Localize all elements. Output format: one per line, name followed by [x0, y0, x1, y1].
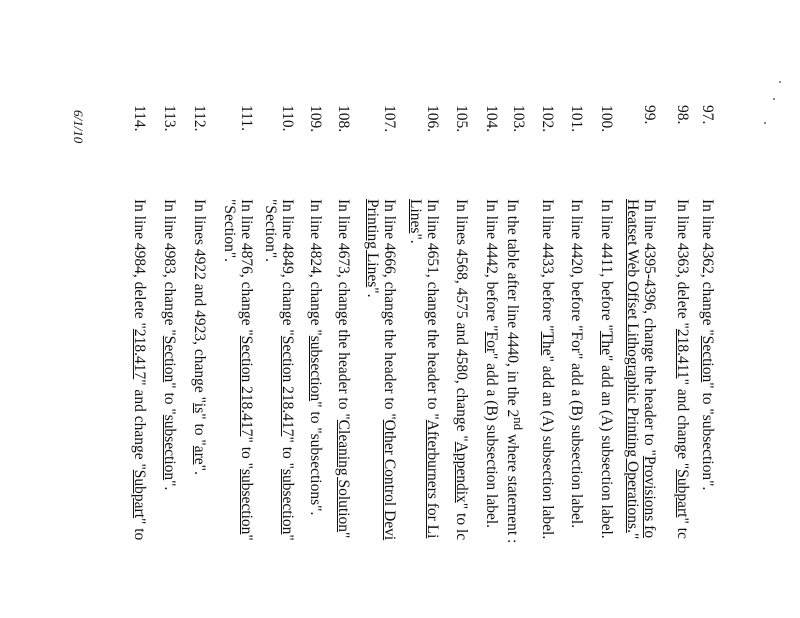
item-text-run: Lines [407, 199, 424, 234]
item-text [335, 199, 352, 538]
item-line [699, 199, 716, 490]
item-text [568, 199, 585, 528]
item-text-run: 218.411 [674, 328, 691, 379]
item-text-run: " to " [161, 382, 178, 415]
item-text-run: " add a (B) subsection label. [483, 353, 500, 529]
item-text [539, 199, 556, 539]
item-line [191, 199, 208, 475]
scan-speck [773, 98, 775, 100]
item-text-run: Cleaning Solution [335, 419, 352, 533]
item-text-run: " and change " [674, 378, 691, 470]
item-text-run: Heatset Web Offset Lithographic Printing Operations. [624, 199, 641, 533]
item-text-run: In lines 4568, 4575 and 4580, change " [453, 199, 470, 442]
item-text [699, 199, 716, 490]
item-text-run: ". [364, 287, 381, 298]
item-text-run: " to " [279, 436, 296, 469]
item-number: 114. [131, 105, 148, 132]
item-number: 101. [568, 105, 585, 133]
item-line [381, 199, 398, 540]
item-line [161, 199, 178, 490]
item-line [424, 199, 441, 538]
item-text [191, 199, 208, 475]
item-text-run: In line 4673, change the header to " [335, 199, 352, 420]
item-text-run: In the table after line 4440, in the 2 [503, 199, 521, 418]
item-text-run: 218.417 [131, 328, 148, 380]
item-text [504, 199, 527, 543]
item-number: 108. [335, 105, 352, 133]
item-line [598, 199, 615, 539]
item-number: 105. [453, 105, 470, 133]
item-number: 97. [699, 105, 716, 125]
item-text [624, 199, 658, 539]
item-text-run: Provisions fo [641, 455, 658, 539]
item-text-run: In line 4442, before " [483, 199, 500, 332]
item-text-run: " to "subsection". [699, 382, 716, 491]
item-text [598, 199, 615, 539]
item-text-run: Appendix [453, 441, 470, 503]
item-line-continued [262, 199, 279, 541]
item-line [641, 199, 658, 539]
item-text-run: "Section". [221, 199, 238, 263]
item-text [307, 199, 324, 515]
item-text-run: " to "subsections". [307, 401, 324, 516]
item-text-run: In line 4849, change " [279, 199, 296, 336]
item-text [221, 199, 255, 541]
item-text-run: The [598, 330, 615, 355]
item-number: 100. [598, 105, 615, 133]
item-number: 98. [674, 105, 691, 125]
item-text-run: In line 4411, before " [598, 199, 615, 331]
item-text-run: In line 4433, before " [539, 199, 556, 332]
item-number: 106. [424, 105, 441, 133]
item-text-run: Afterburners for Li [424, 419, 441, 539]
item-text-run: In line 4984, delete " [131, 199, 148, 329]
item-number: 112. [191, 105, 208, 132]
item-text-run: nd [511, 417, 526, 431]
item-text-run: where statement : [503, 430, 521, 544]
item-line-continued [407, 199, 424, 538]
item-text [483, 199, 500, 528]
item-text-run: " add an (A) subsection label. [598, 354, 615, 539]
item-line [131, 199, 148, 540]
item-line [483, 199, 500, 528]
item-number: 113. [161, 105, 178, 132]
item-line [539, 199, 556, 539]
item-text [407, 199, 441, 538]
item-text-run: " [624, 532, 641, 540]
item-number: 110. [279, 105, 296, 132]
rotated-text-block [76, 105, 716, 618]
item-text-run: ". [191, 464, 208, 475]
item-text-run: " to " [191, 413, 208, 446]
item-text-run: Subpart [131, 469, 148, 519]
item-text [453, 199, 470, 540]
item-text-run: subsection [279, 468, 296, 535]
item-number: 107. [381, 105, 398, 133]
item-text-run: subsection [238, 468, 255, 535]
item-text-run: For [483, 331, 500, 353]
item-text [161, 199, 178, 490]
item-number: 104. [483, 105, 500, 133]
item-text-run: Section 218.417 [279, 335, 296, 437]
item-text-run: subsection [307, 335, 324, 402]
item-text-run: " add an (A) subsection label. [539, 355, 556, 540]
scan-speck [764, 122, 766, 124]
item-text [262, 199, 296, 541]
item-text-run: " tc [674, 517, 691, 539]
item-text-run: In line 4363, delete " [674, 199, 691, 329]
page-date: 6/1/10 [71, 110, 86, 144]
item-text-run: Section [161, 335, 178, 383]
item-line [238, 199, 255, 541]
item-line-continued [624, 199, 641, 539]
item-text-run: Section [699, 335, 716, 383]
item-text-run: " to [131, 518, 148, 541]
item-text-run: In line 4983, change " [161, 199, 178, 336]
item-text-run: In line 4362, change " [699, 199, 716, 336]
item-text-run: In line 4395-4396, change the header to " [641, 199, 658, 456]
item-line [504, 199, 527, 543]
item-text [674, 199, 691, 539]
item-text-run: In line 4651, change the header to " [424, 199, 441, 420]
item-text-run: are [191, 445, 208, 465]
item-text [131, 199, 148, 540]
item-text-run: ". [407, 233, 424, 244]
item-text-run: subsection [161, 414, 178, 481]
item-number: 111. [238, 105, 255, 131]
item-text-run: " [335, 532, 352, 539]
item-text-run: Other Control Devi [381, 419, 398, 541]
item-text-run: Section 218.417 [238, 335, 255, 437]
scan-speck [779, 81, 781, 83]
item-text-run: Printing Lines [364, 199, 381, 288]
item-line [674, 199, 691, 539]
item-text [364, 199, 398, 540]
item-number: 103. [510, 105, 527, 133]
item-line [307, 199, 324, 515]
item-number: 109. [307, 105, 324, 133]
item-number: 99. [641, 105, 658, 125]
item-text-run: In line 4666, change the header to " [381, 199, 398, 420]
item-line [453, 199, 470, 540]
item-text-run: is [191, 402, 208, 414]
item-text-run: " to " [238, 436, 255, 469]
item-text-run: In lines 4922 and 4923, change " [191, 199, 208, 403]
item-number: 102. [539, 105, 556, 133]
item-text-run: ". [161, 480, 178, 491]
item-line [279, 199, 296, 541]
item-text-run: In line 4824, change " [307, 199, 324, 336]
item-line-continued [364, 199, 381, 540]
item-line [335, 199, 352, 538]
item-text-run: In line 4876, change " [238, 199, 255, 336]
item-text-run: " to lc [453, 502, 470, 541]
item-text-run: "Section". [262, 199, 279, 263]
item-text-run: The [539, 331, 556, 356]
item-line-continued [221, 199, 238, 541]
item-text-run: In line 4420, before "For" add a (B) subsection label. [568, 199, 585, 529]
item-text-run: " [279, 534, 296, 541]
item-text-run: " and change " [131, 379, 148, 470]
item-text-run: Subpart [674, 469, 691, 518]
item-line [568, 199, 585, 528]
item-text-run: " [238, 534, 255, 541]
